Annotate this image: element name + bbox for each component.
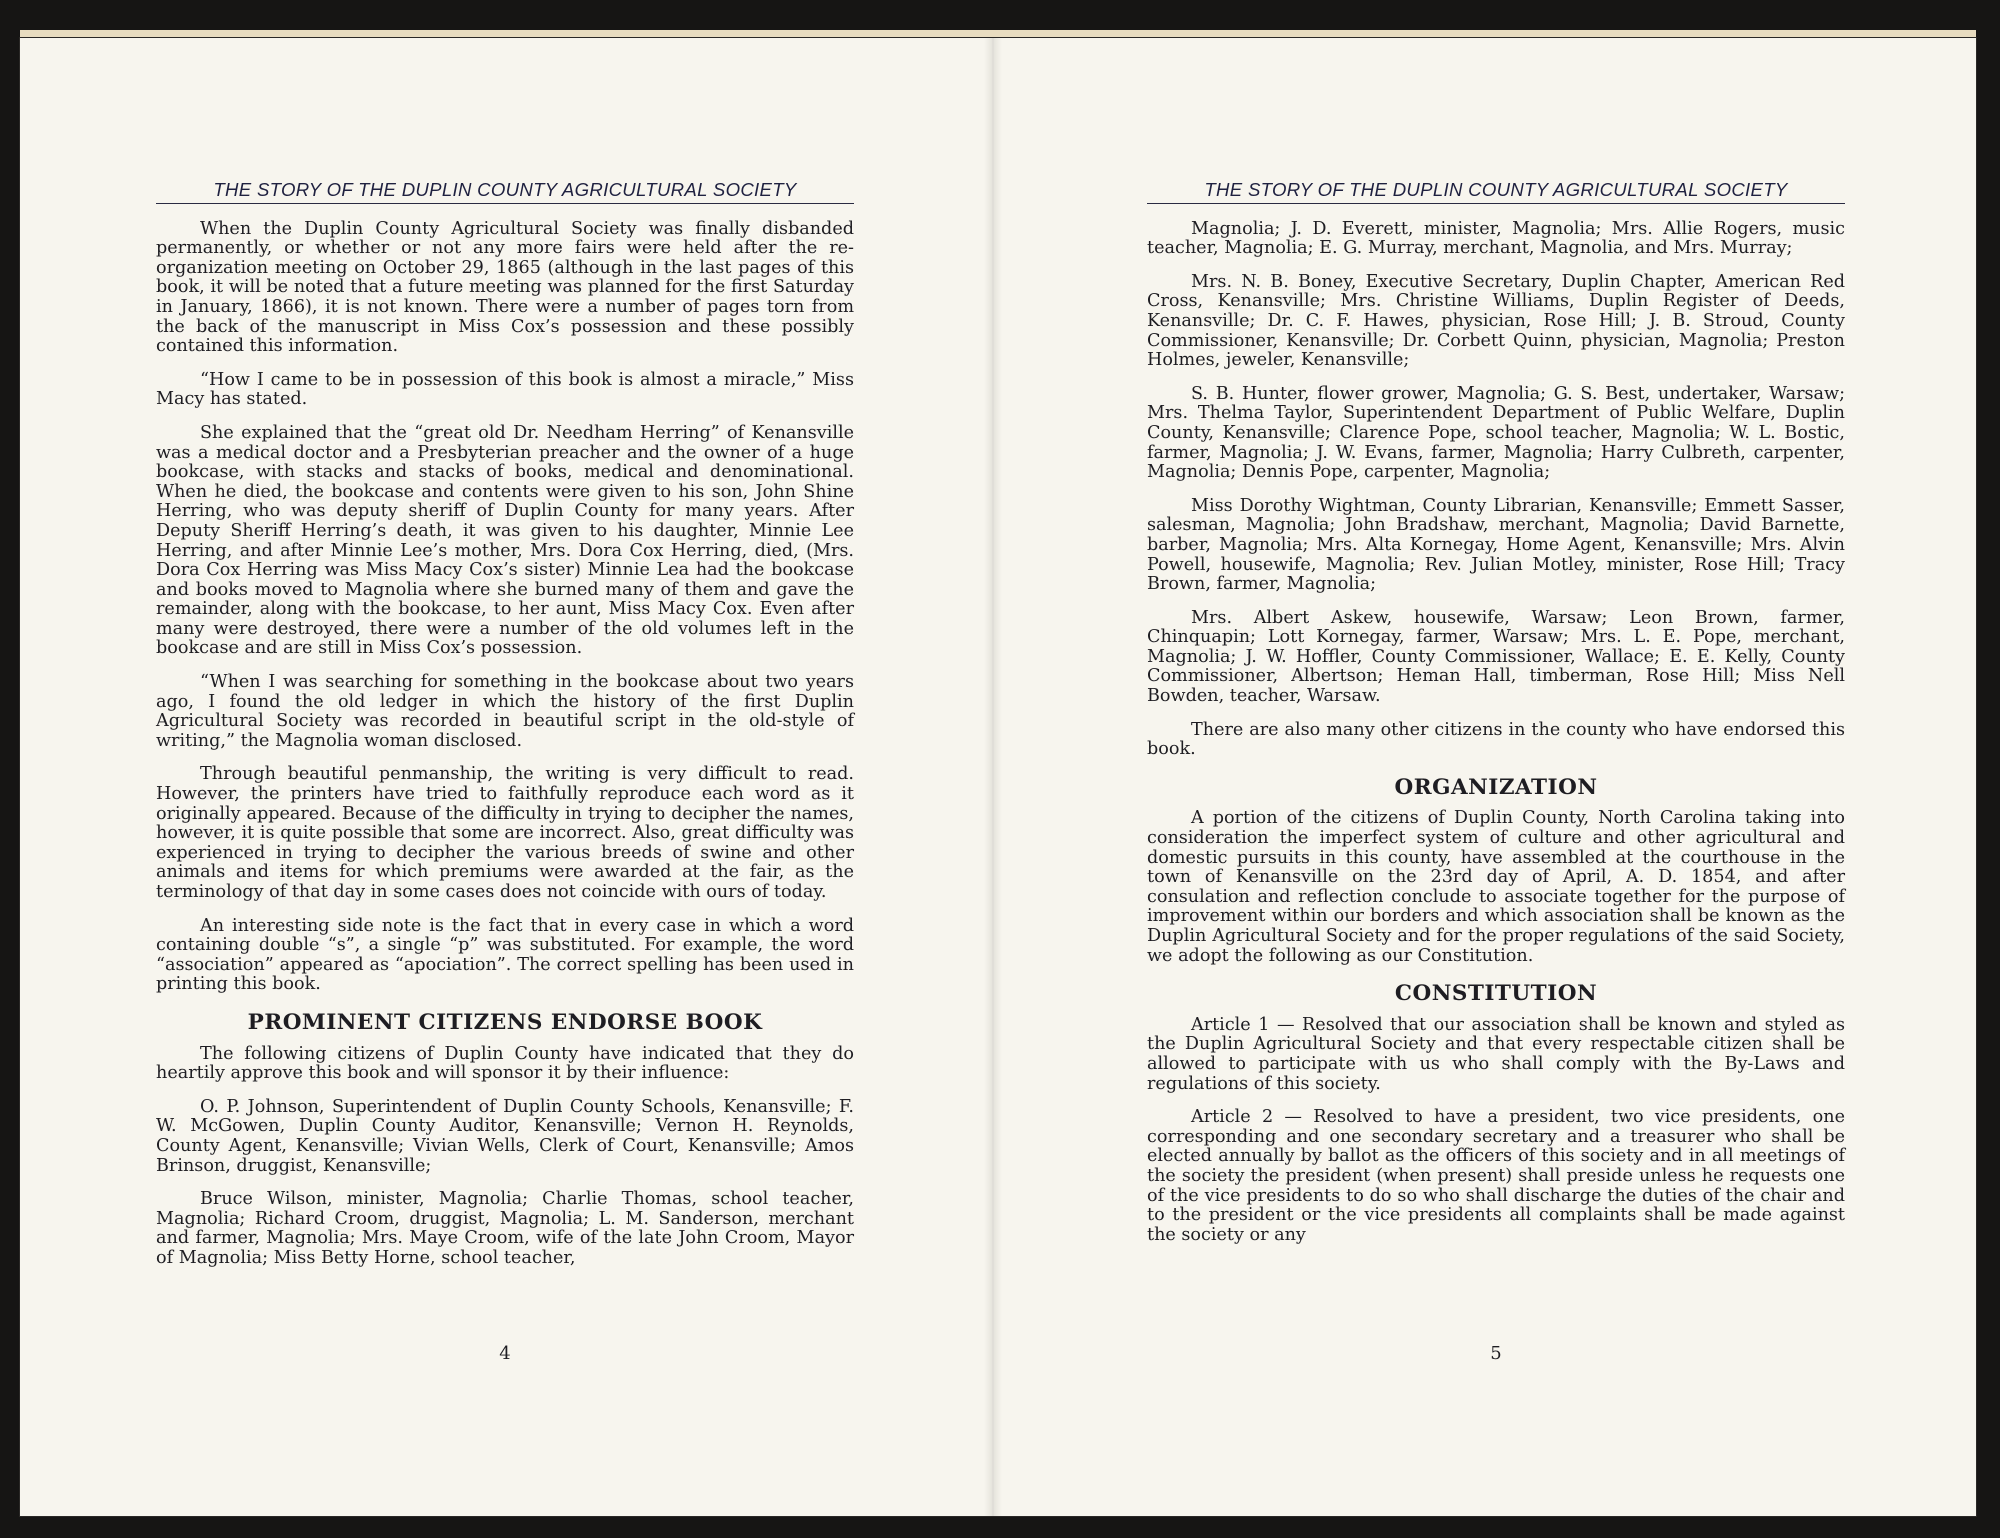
section-title-prominent-citizens: PROMINENT CITIZENS ENDORSE BOOK xyxy=(247,1009,763,1035)
left-section-paragraph-3: Bruce Wilson, minister, Magnolia; Charlie Thomas, school teacher, Magnolia; Richard Croom, druggist, Magnolia; L. M. Sanderson, merchant and farmer, Magnolia; Mrs. Maye Croom, wife of the late John Croom, Mayor of Magnolia; Miss Betty Horne, school teacher, xyxy=(156,1189,854,1268)
left-paragraph-1: When the Duplin County Agricultural Society was finally disbanded permanently, or whether or not any more fairs were held after the re-organization meeting on October 29, 1865 (although in the last pages of this book, it will be noted that a future meeting was planned for the first Saturday in January, 1866), it is not known. There were a number of pages torn from the back of the manuscript in Miss Cox’s possession and these possibly contained this information. xyxy=(156,218,854,357)
page-number-right: 5 xyxy=(1490,1343,1502,1364)
right-paragraph-5: Mrs. Albert Askew, housewife, Warsaw; Leon Brown, farmer, Chinquapin; Lott Kornegay, farmer, Warsaw; Mrs. L. E. Pope, merchant, Magnolia; J. W. Hoffler, County Commissioner, Wallace; E. E. Kelly, County Commissioner, Albertson; Heman Hall, timberman, Rose Hill; Miss Nell Bowden, teacher, Warsaw. xyxy=(1147,607,1845,707)
left-section-paragraph-2: O. P. Johnson, Superintendent of Duplin County Schools, Kenansville; F. W. McGowen, Duplin County Auditor, Kenansville; Vernon H. Reynolds, County Agent, Kenansville; Vivian Wells, Clerk of Court, Kenansville; Amos Brinson, druggist, Kenansville; xyxy=(156,1096,854,1176)
page-number-left: 4 xyxy=(499,1343,511,1364)
article-2: Article 2 — Resolved to have a president, two vice presidents, one corresponding and one secondary secretary and a treasurer who shall be elected annually by ballot as the officers of this society and in all meetings of the society the president (when present) shall preside unless he requests one of the vice presidents to do so who shall discharge the duties of the chair and to the president or the vice presidents all complaints shall be made against the society or any xyxy=(1147,1107,1845,1245)
left-paragraph-4: “When I was searching for something in the bookcase about two years ago, I found the old ledger in which the history of the first Duplin Agricultural Society was recorded in beautiful script in the old-style of writing,” the Magnolia woman disclosed. xyxy=(156,672,854,751)
article-1: Article 1 — Resolved that our association shall be known and styled as the Duplin Agricultural Society and that every respectable citizen shall be allowed to participate with us who shall comply with the By-Laws and regulations of this society. xyxy=(1147,1014,1845,1094)
left-paragraph-2: “How I came to be in possession of this book is almost a miracle,” Miss Macy has stated. xyxy=(156,369,854,410)
right-paragraph-6: There are also many other citizens in the county who have endorsed this book. xyxy=(1147,719,1845,760)
running-head-right: THE STORY OF THE DUPLIN COUNTY AGRICULTURAL SOCIETY xyxy=(1147,180,1845,204)
right-page xyxy=(1147,179,1845,1364)
right-paragraph-1: Magnolia; J. D. Everett, minister, Magnolia; Mrs. Allie Rogers, music teacher, Magnolia; E. G. Murray, merchant, Magnolia, and Mrs. Murray; xyxy=(1147,218,1845,259)
section-title-constitution: CONSTITUTION xyxy=(1394,981,1598,1007)
right-paragraph-2: Mrs. N. B. Boney, Executive Secretary, Duplin Chapter, American Red Cross, Kenansville; Mrs. Christine Williams, Duplin Register of Deeds, Kenansville; Dr. C. F. Hawes, physician, Rose Hill; J. B. Stroud, County Commissioner, Kenansville; Dr. Corbett Quinn, physician, Magnolia; Preston Holmes, jeweler, Kenansville; xyxy=(1147,271,1845,371)
running-head-left: THE STORY OF THE DUPLIN COUNTY AGRICULTURAL SOCIETY xyxy=(156,180,854,204)
right-paragraph-3: S. B. Hunter, flower grower, Magnolia; G. S. Best, undertaker, Warsaw; Mrs. Thelma Taylor, Superintendent Department of Public Welfare, Duplin County, Kenansville; Clarence Pope, school teacher, Magnolia; W. L. Bostic, farmer, Magnolia; J. W. Evans, farmer, Magnolia; Harry Culbreth, carpenter, Magnolia; Dennis Pope, carpenter, Magnolia; xyxy=(1147,383,1845,483)
left-paragraph-5: Through beautiful penmanship, the writing is very difficult to read. However, the printers have tried to faithfully reproduce each word as it originally appeared. Because of the difficulty in trying to decipher the names, however, it is quite possible that some are incorrect. Also, great difficulty was experienced in trying to decipher the various breeds of swine and other animals and items for which premiums were awarded at the fair, as the terminology of that day in some cases does not coincide with ours of today. xyxy=(156,764,854,902)
booklet-spine xyxy=(984,38,1002,1516)
left-page xyxy=(156,179,854,1364)
left-paragraph-6: An interesting side note is the fact that in every case in which a word containing double “s”, a single “p” was substituted. For example, the word “association” appeared as “apociation”. The correct spelling has been used in printing this book. xyxy=(156,915,854,995)
right-paragraph-4: Miss Dorothy Wightman, County Librarian, Kenansville; Emmett Sasser, salesman, Magnolia; John Bradshaw, merchant, Magnolia; David Barnette, barber, Magnolia; Mrs. Alta Kornegay, Home Agent, Kenansville; Mrs. Alvin Powell, housewife, Magnolia; Rev. Julian Motley, minister, Rose Hill; Tracy Brown, farmer, Magnolia; xyxy=(1147,495,1845,595)
section-title-organization: ORGANIZATION xyxy=(1394,774,1598,800)
left-paragraph-3: She explained that the “great old Dr. Needham Herring” of Kenansville was a medical doctor and a Presbyterian preacher and the owner of a huge bookcase, with stacks and stacks of books, medical and denominational. When he died, the bookcase and contents were given to his son, John Shine Herring, who was deputy sheriff of Duplin County for many years. After Deputy Sheriff Herring’s death, it was given to his daughter, Minnie Lee Herring, and after Minnie Lee’s mother, Mrs. Dora Cox Herring, died, (Mrs. Dora Cox Herring was Miss Macy Cox’s sister) Minnie Lea had the bookcase and books moved to Magnolia where she burned many of them and gave the remainder, along with the bookcase, to her aunt, Miss Macy Cox. Even after many were destroyed, there were a number of the old volumes left in the bookcase and are still in Miss Cox’s possession. xyxy=(156,422,854,659)
organization-text: A portion of the citizens of Duplin County, North Carolina taking into consideration the imperfect system of culture and other agricultural and domestic pursuits in this county, have assembled at the courthouse in the town of Kenansville on the 23rd day of April, A. D. 1854, and after consulation and reflection conclude to associate together for the purpose of improvement within our borders and which association shall be known as the Duplin Agricultural Society and for the proper regulations of the said Society, we adopt the following as our Constitution. xyxy=(1147,808,1845,966)
left-section-paragraph-1: The following citizens of Duplin County have indicated that they do heartily approve this book and will sponsor it by their influence: xyxy=(156,1043,854,1084)
